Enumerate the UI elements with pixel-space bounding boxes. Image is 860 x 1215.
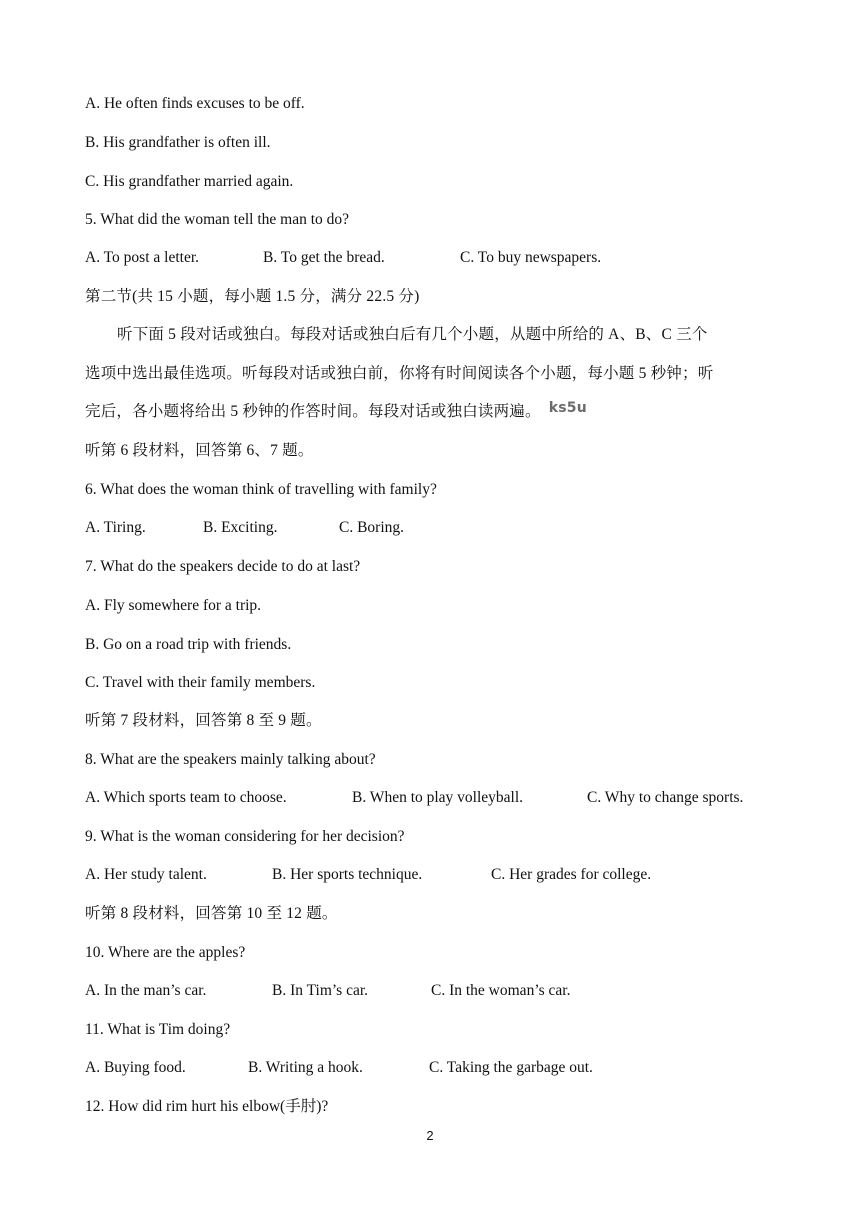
- q11-option-b: B. Writing a hook.: [248, 1059, 363, 1076]
- q7-question: 7. What do the speakers decide to do at last?: [85, 558, 361, 575]
- q6-option-b: B. Exciting.: [203, 519, 278, 536]
- q8-option-b: B. When to play volleyball.: [352, 789, 524, 806]
- q6-option-a: A. Tiring.: [85, 519, 146, 536]
- q5-question: 5. What did the woman tell the man to do?: [85, 211, 350, 228]
- q10-option-a: A. In the man’s car.: [85, 982, 207, 999]
- q12-question: 12. How did rim hurt his elbow(手肘)?: [85, 1098, 329, 1115]
- q11-option-c: C. Taking the garbage out.: [429, 1059, 593, 1076]
- section2-instruction-line3-text: 完后，各小题将给出 5 秒钟的作答时间。每段对话或独白读两遍。: [85, 403, 541, 420]
- q10-question: 10. Where are the apples?: [85, 944, 246, 961]
- watermark-logo: ks5u: [548, 400, 587, 416]
- q7-option-b: B. Go on a road trip with friends.: [85, 636, 292, 653]
- passage6-instruction: 听第 6 段材料，回答第 6、7 题。: [85, 442, 314, 459]
- q10-option-b: B. In Tim’s car.: [272, 982, 369, 999]
- section2-heading: 第二节(共 15 小题，每小题 1.5 分，满分 22.5 分): [85, 288, 420, 305]
- section2-instruction-line3: [85, 402, 587, 422]
- section2-instruction-line1: 听下面 5 段对话或独白。每段对话或独白后有几个小题，从题中所给的 A、B、C 三个: [117, 326, 708, 343]
- q4-option-b: B. His grandfather is often ill.: [85, 134, 271, 151]
- q4-option-c: C. His grandfather married again.: [85, 173, 294, 190]
- q11-option-a: A. Buying food.: [85, 1059, 186, 1076]
- section2-instruction-line2: 选项中选出最佳选项。听每段对话或独白前，你将有时间阅读各个小题，每小题 5 秒钟；听: [85, 365, 714, 382]
- q8-question: 8. What are the speakers mainly talking about?: [85, 751, 376, 768]
- q6-question: 6. What does the woman think of travelling with family?: [85, 481, 437, 498]
- q6-option-c: C. Boring.: [339, 519, 405, 536]
- q5-option-c: C. To buy newspapers.: [460, 249, 602, 266]
- q5-option-a: A. To post a letter.: [85, 249, 200, 266]
- q9-question: 9. What is the woman considering for her decision?: [85, 828, 405, 845]
- q9-option-c: C. Her grades for college.: [491, 866, 652, 883]
- q9-option-b: B. Her sports technique.: [272, 866, 423, 883]
- passage7-instruction: 听第 7 段材料，回答第 8 至 9 题。: [85, 712, 322, 729]
- q7-option-c: C. Travel with their family members.: [85, 674, 316, 691]
- q4-option-a: A. He often finds excuses to be off.: [85, 95, 305, 112]
- q9-option-a: A. Her study talent.: [85, 866, 207, 883]
- q11-question: 11. What is Tim doing?: [85, 1021, 231, 1038]
- q10-option-c: C. In the woman’s car.: [431, 982, 571, 999]
- q8-option-a: A. Which sports team to choose.: [85, 789, 287, 806]
- passage8-instruction: 听第 8 段材料，回答第 10 至 12 题。: [85, 905, 338, 922]
- page-number: 2: [426, 1128, 434, 1143]
- q7-option-a: A. Fly somewhere for a trip.: [85, 597, 262, 614]
- q5-option-b: B. To get the bread.: [263, 249, 385, 266]
- q8-option-c: C. Why to change sports.: [587, 789, 744, 806]
